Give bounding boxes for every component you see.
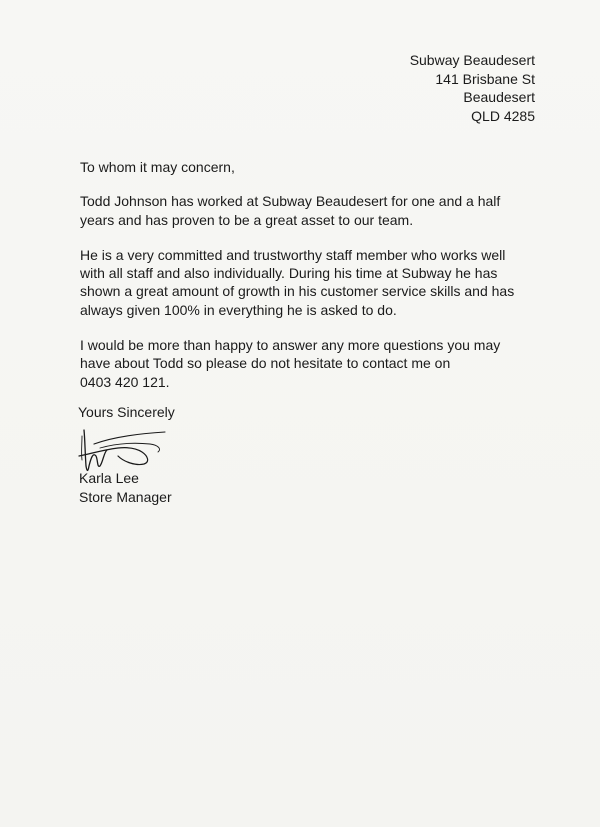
- closing: Yours Sincerely: [78, 404, 175, 420]
- signer-name: Karla Lee: [79, 470, 139, 486]
- paragraph-character: He is a very committed and trustworthy staff member who works well with all staff and also individually. During his time at Subway he has shown a great amount of growth in his customer service skills and has always given 100% in everything he is asked to do.: [80, 246, 515, 318]
- sender-address: [410, 51, 535, 125]
- paragraph-contact: I would be more than happy to answer any more questions you may have about Todd so please do not hesitate to contact me on 0403 420 121.: [80, 337, 501, 390]
- address-line-town: Beaudesert: [463, 89, 535, 105]
- address-line-street: 141 Brisbane St: [435, 70, 535, 87]
- signer-title: Store Manager: [79, 488, 172, 505]
- address-line-business: Subway Beaudesert: [409, 52, 535, 68]
- paragraph-employment: Todd Johnson has worked at Subway Beaudesert for one and a half years and has proven to be a great asset to our team.: [80, 193, 501, 228]
- salutation: To whom it may concern,: [80, 159, 235, 175]
- letter-body: [80, 158, 540, 408]
- address-line-state-postcode: QLD 4285: [471, 107, 535, 124]
- signer-block: [79, 469, 172, 506]
